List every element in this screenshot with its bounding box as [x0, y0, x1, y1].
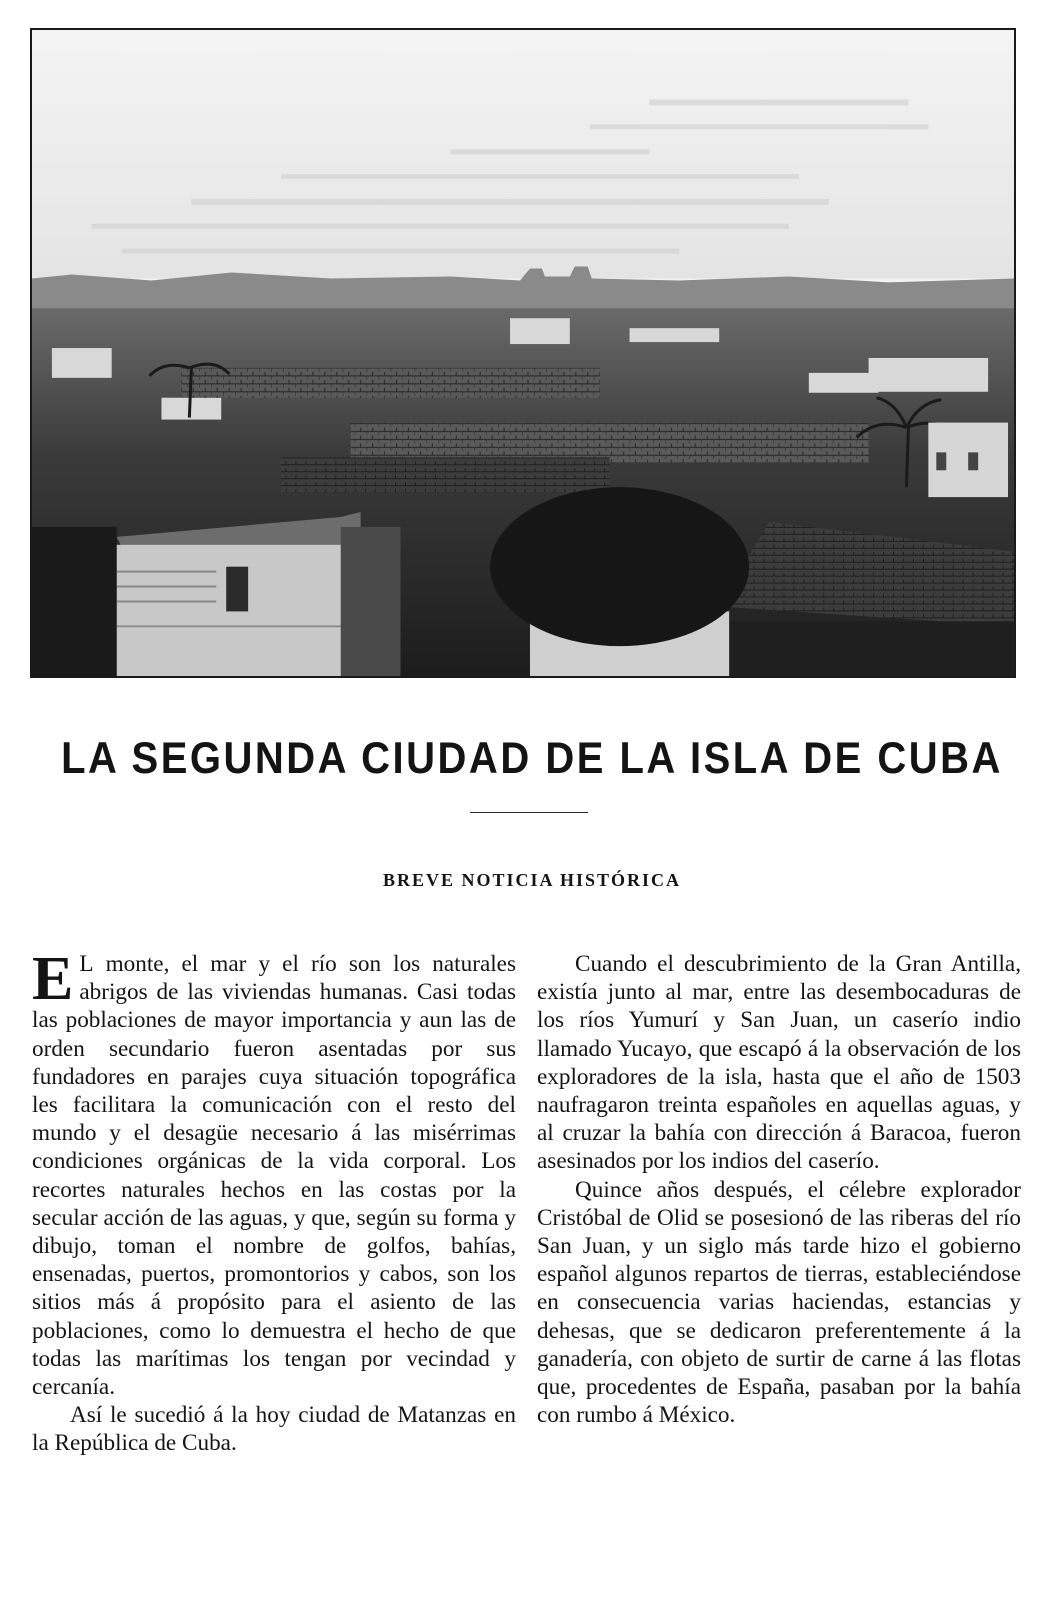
title-rule — [470, 812, 588, 813]
drop-cap: E — [32, 945, 74, 1013]
right-paragraph-2: Quince años después, el célebre explorador Cristóbal de Olid se posesionó de las riberas del río San Juan, y un siglo más tarde hizo el gobierno español algunos repartos de tierras, estableciéndose en consecuencia varias haciendas, estancias y dehesas, que se dedicaron preferentemente á la ganadería, con objeto de surtir de carne á las flotas que, procedentes de España, pasaban por la bahía con rumbo á México. — [537, 1176, 1021, 1429]
city-photo-drawing — [32, 30, 1014, 676]
city-photo — [30, 28, 1016, 678]
sky — [32, 30, 1014, 278]
left-paragraph-1-text: monte, el mar y el río son los naturales abrigos de las viviendas humanas. Casi todas las poblaciones de mayor importancia y aun las de orden secundario fueron asentadas por sus fundadores en parajes cuya situación topográfica les facilitara la comunicación con el resto del mundo y el desagüe necesario á las misérrimas condiciones orgánicas de la vida corporal. Los recortes naturales hechos en las costas por la secular acción de las aguas, y que, según su forma y dibujo, toman el nombre de golfos, bahías, ensenadas, puertos, promontorios y cabos, son los sitios más á propósito para el asiento de las poblaciones, como lo demuestra el hecho de que todas las marítimas los tengan por vecindad y cercanía. — [32, 951, 516, 1401]
left-paragraph-1 — [32, 945, 516, 1401]
tree-mass — [490, 487, 749, 646]
first-word-rest: L — [79, 951, 94, 977]
wooden-house-left — [117, 512, 401, 676]
left-paragraph-2: Así le sucedió á la hoy ciudad de Matanzas en la República de Cuba. — [32, 1402, 516, 1457]
article-subtitle: BREVE NOTICIA HISTÓRICA — [382, 870, 682, 890]
article-title: LA SEGUNDA CIUDAD DE LA ISLA DE CUBA — [61, 734, 1003, 784]
right-paragraph-1: Cuando el descubrimiento de la Gran Antilla, existía junto al mar, entre las desembocaduras de los ríos Yumurí y San Juan, un caserío indio llamado Yucayo, que escapó á la observación de los exploradores de la isla, hasta que el año de 1503 naufragaron treinta españoles en aquellas aguas, y al cruzar la bahía con dirección á Baracoa, fueron asesinados por los indios del caserío. — [537, 951, 1021, 1175]
right-column — [537, 950, 1021, 1429]
left-column — [32, 945, 516, 1458]
